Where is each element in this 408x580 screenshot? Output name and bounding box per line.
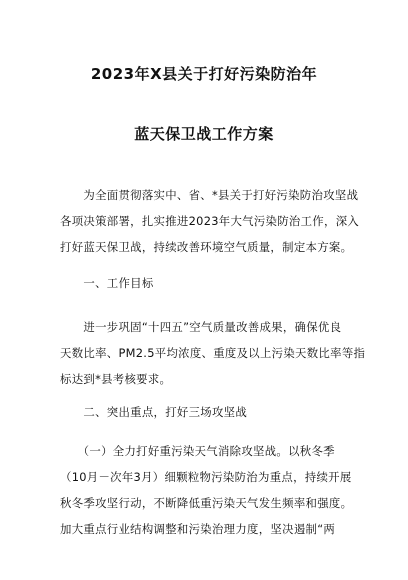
paragraph-line: 为全面贯彻落实中、省、*县关于打好污染防治攻坚战	[60, 188, 359, 202]
section-heading-key-battles	[60, 399, 352, 425]
paragraph-line: 打好蓝天保卫战，持续改善环境空气质量，制定本方案。	[60, 240, 353, 254]
section-heading-text: 一、工作目标	[60, 276, 154, 290]
paragraph-line: 秋冬季攻坚行动，不断降低重污染天气发生频率和强度。	[60, 496, 353, 510]
paragraph-line: 标达到*县考核要求。	[60, 372, 172, 386]
goals-paragraph	[60, 314, 366, 392]
paragraph-line: （一）全力打好重污染天气消除攻坚战。以秋冬季	[60, 444, 335, 458]
paragraph-line: 加大重点行业结构调整和污染治理力度，坚决遏制“两	[60, 522, 336, 536]
section-heading-work-goals	[60, 270, 352, 296]
document-title-line-2: 蓝天保卫战工作方案	[134, 125, 274, 143]
intro-paragraph	[60, 182, 360, 260]
document-title-line-1: 2023年X县关于打好污染防治年	[90, 65, 318, 83]
paragraph-line: 各项决策部署，扎实推进2023年大气污染防治工作，深入	[60, 214, 360, 228]
focus-paragraph	[60, 438, 352, 542]
paragraph-line: （10月－次年3月）细颗粒物污染防治为重点，持续开展	[60, 470, 352, 484]
section-heading-text: 二、突出重点，打好三场攻坚战	[60, 405, 248, 419]
paragraph-line: 天数比率、PM2.5平均浓度、重度及以上污染天数比率等指	[60, 346, 366, 360]
paragraph-line: 进一步巩固“十四五”空气质量改善成果，确保优良	[60, 320, 342, 334]
